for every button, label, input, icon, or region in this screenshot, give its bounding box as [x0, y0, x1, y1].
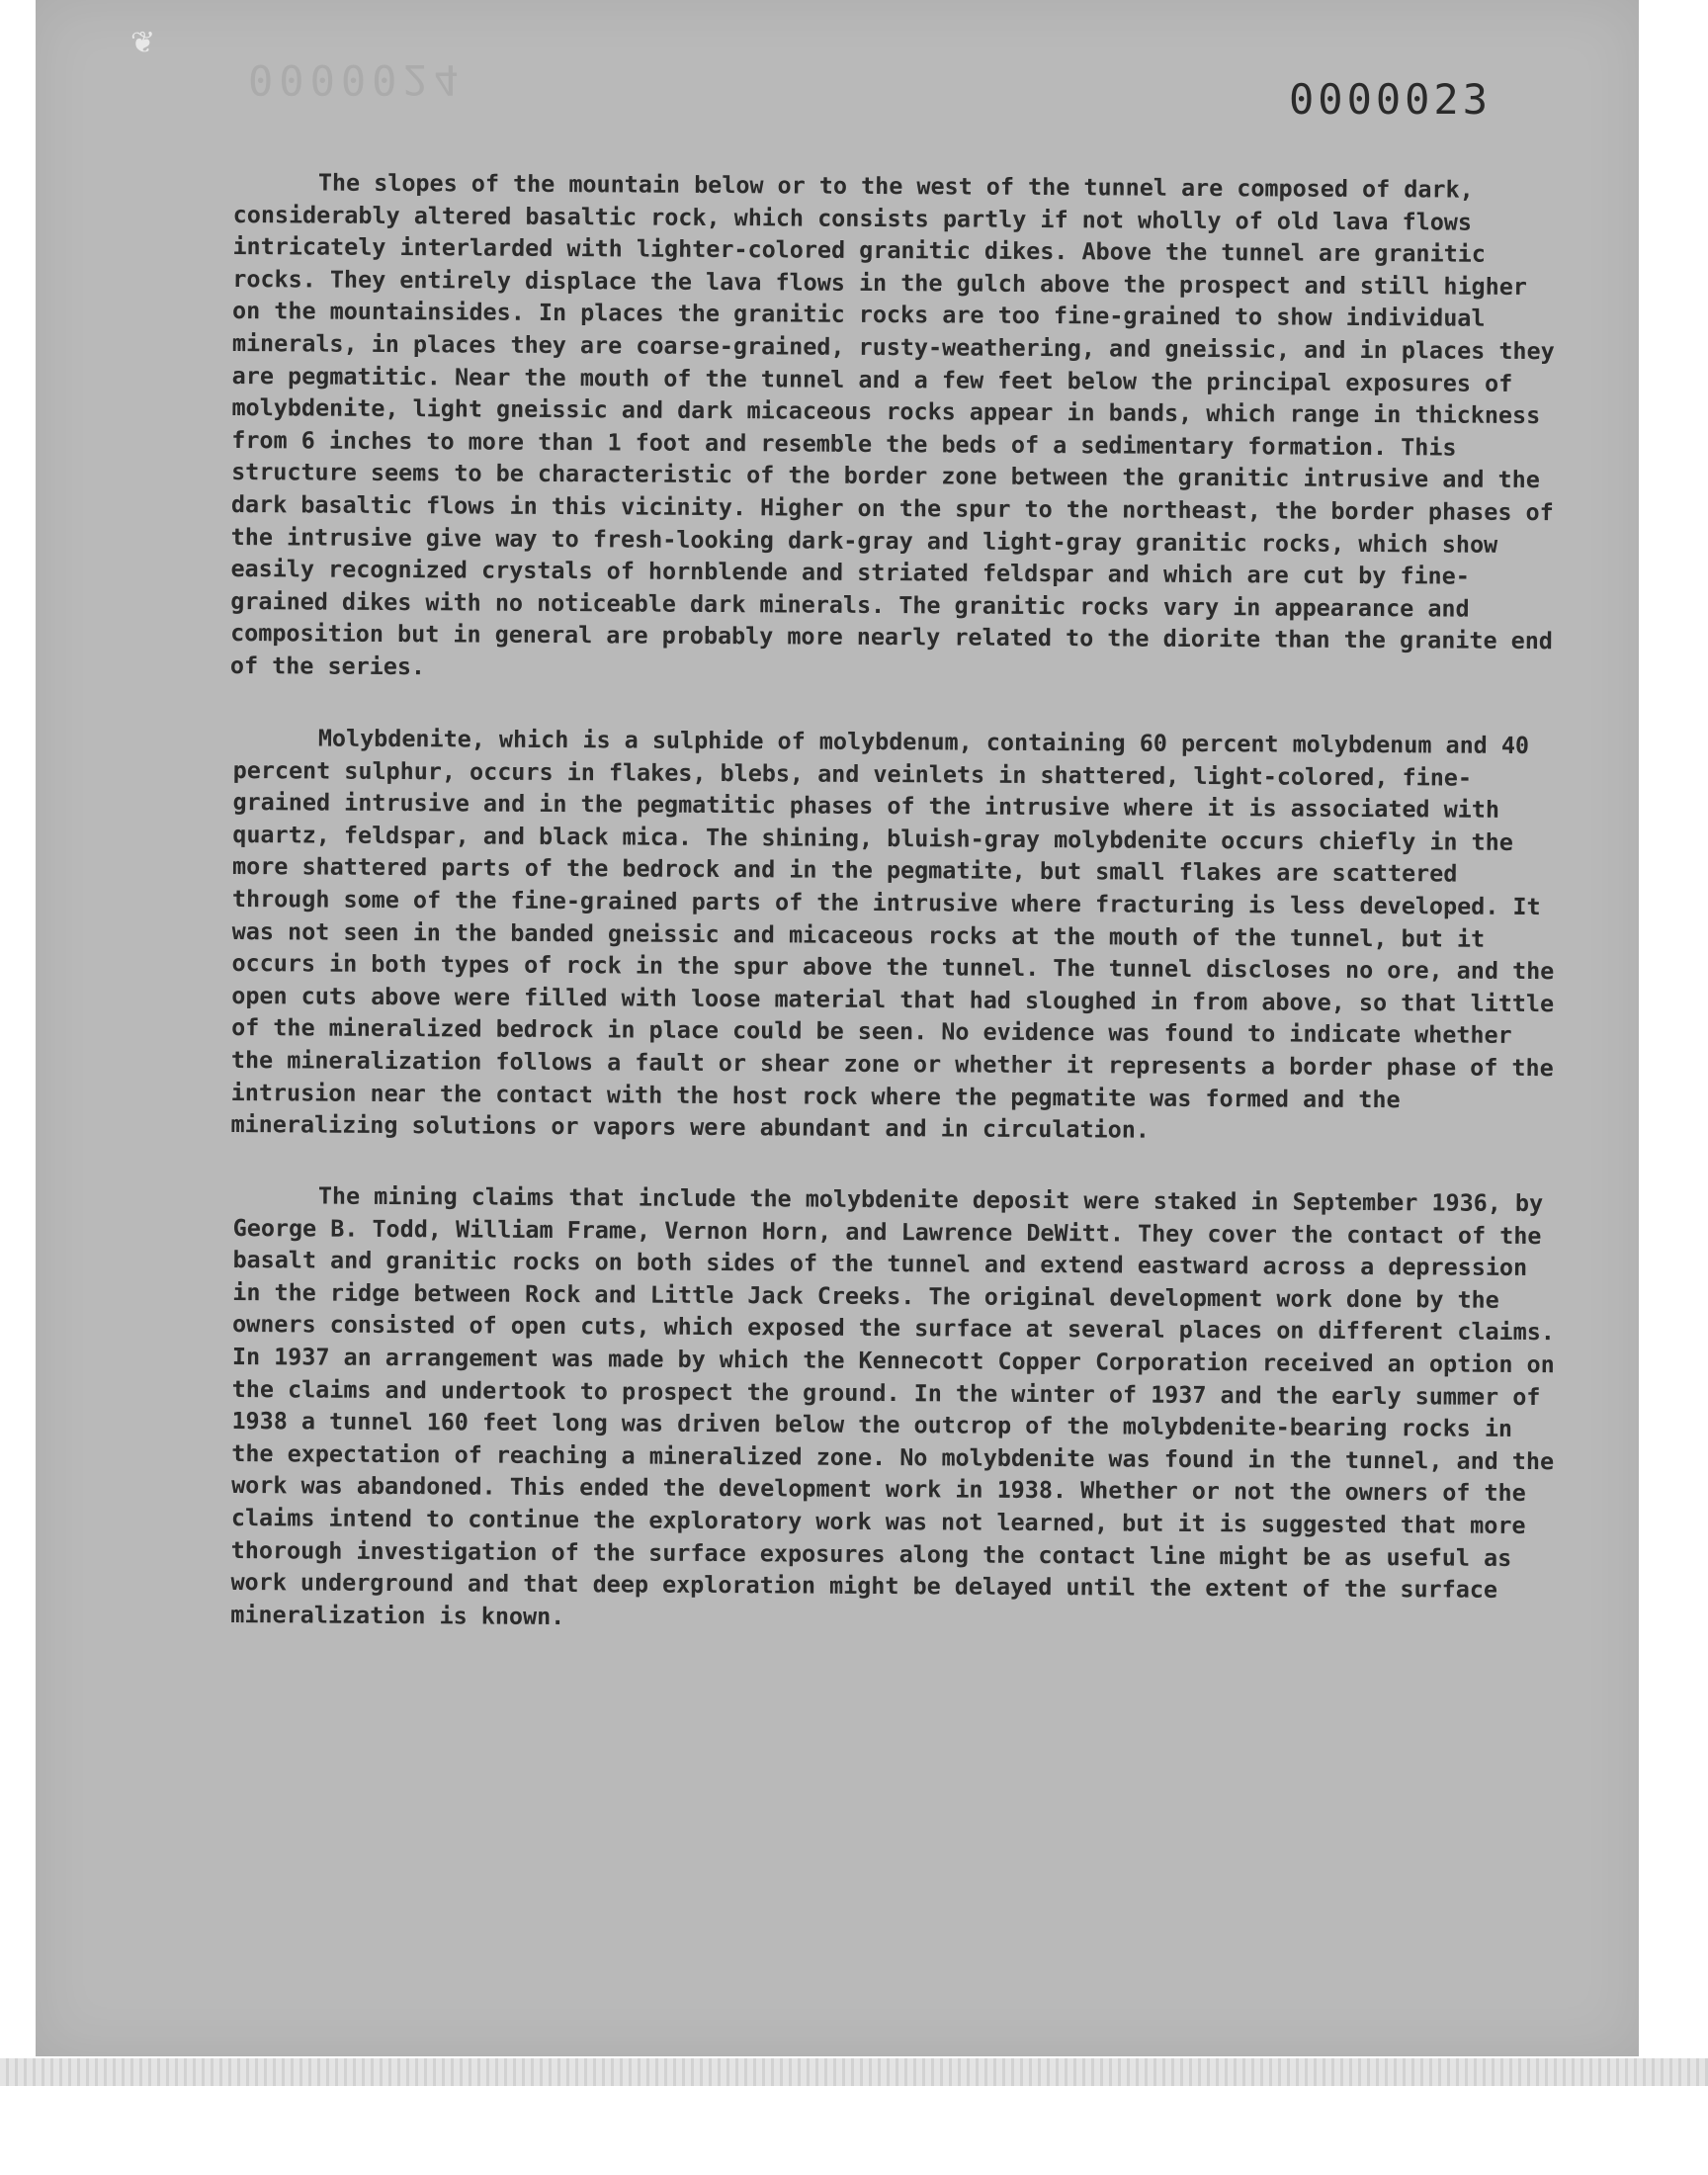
scanned-page [36, 0, 1639, 2056]
paragraph-geology: The slopes of the mountain below or to the west of the tunnel are composed of dark, considerably altered basaltic rock, which consists partly if not wholly of old lava flows intricately interlarded with lighter-colored granitic dikes. Above the tunnel are granitic rocks. They entirely displace the lava flows in the gulch above the prospect and still higher on the mountainsides. In places the granitic rocks are too fine-grained to show individual minerals, in places they are coarse-grained, rusty-weathering, and gneissic, and in places they are pegmatitic. Near the mouth of the tunnel and a few feet below the principal exposures of molybdenite, light gneissic and dark micaceous rocks appear in bands, which range in thickness from 6 inches to more than 1 foot and resemble the beds of a sedimentary formation. This structure seems to be characteristic of the border zone between the granitic intrusive and the dark basaltic flows in this vicinity. Higher on the spur to the northeast, the border phases of the intrusive give way to fresh-looking dark-gray and light-gray granitic rocks, which show easily recognized crystals of hornblende and striated feldspar and which are cut by fine-grained dikes with no noticeable dark minerals. The granitic rocks vary in appearance and composition but in general are probably more nearly related to the diorite than the granite end of the series. [229, 168, 1555, 681]
page-number: 0000023 [1289, 75, 1493, 124]
paragraph-mining-claims: The mining claims that include the molybdenite deposit were staked in September 1936, by George B. Todd, William Frame, Vernon Horn, and Lawrence DeWitt. They cover the contact of the basalt and granitic rocks on both sides of the tunnel and extend eastward across a depression in the ridge between Rock and Little Jack Creeks. The original development work done by the owners consisted of open cuts, which exposed the surface at several places on different claims. In 1937 an arrangement was made by which the Kennecott Copper Corporation received an option on the claims and undertook to prospect the ground. In the winter of 1937 and the early summer of 1938 a tunnel 160 feet long was driven below the outcrop of the molybdenite-bearing rocks in the expectation of reaching a mineralized zone. No molybdenite was found in the tunnel, and the work was abandoned. This ended the development work in 1938. Whether or not the owners of the claims intend to continue the exploratory work was not learned, but it is suggested that more thorough investigation of the surface exposures along the contact line might be as useful as work underground and that deep exploration might be delayed until the extent of the surface mineralization is known. [230, 1181, 1555, 1630]
bleed-through-page-number: 0000024 [248, 55, 466, 104]
paragraph-molybdenite: Molybdenite, which is a sulphide of molybdenum, containing 60 percent molybdenum and 40 percent sulphur, occurs in flakes, blebs, and veinlets in shattered, light-colored, fine-grained intrusive and in the pegmatitic phases of the intrusive where it is associated with quartz, feldspar, and black mica. The shining, bluish-gray molybdenite occurs chiefly in the more shattered parts of the bedrock and in the pegmatite, but small flakes are scattered through some of the fine-grained parts of the intrusive where fracturing is less developed. It was not seen in the banded gneissic and micaceous rocks at the mouth of the tunnel, but it occurs in both types of rock in the spur above the tunnel. The tunnel discloses no ore, and the open cuts above were filled with loose material that had sloughed in from above, so that little of the mineralized bedrock in place could be seen. No evidence was found to indicate whether the mineralization follows a fault or shear zone or whether it represents a border phase of the intrusion near the contact with the host rock where the pegmatite was formed and the mineralizing solutions or vapors were abundant and in circulation. [230, 724, 1555, 1144]
document-body [229, 166, 1558, 1671]
corner-smudge-mark: ❦ [130, 26, 156, 60]
scanner-edge-strip [0, 2058, 1708, 2086]
